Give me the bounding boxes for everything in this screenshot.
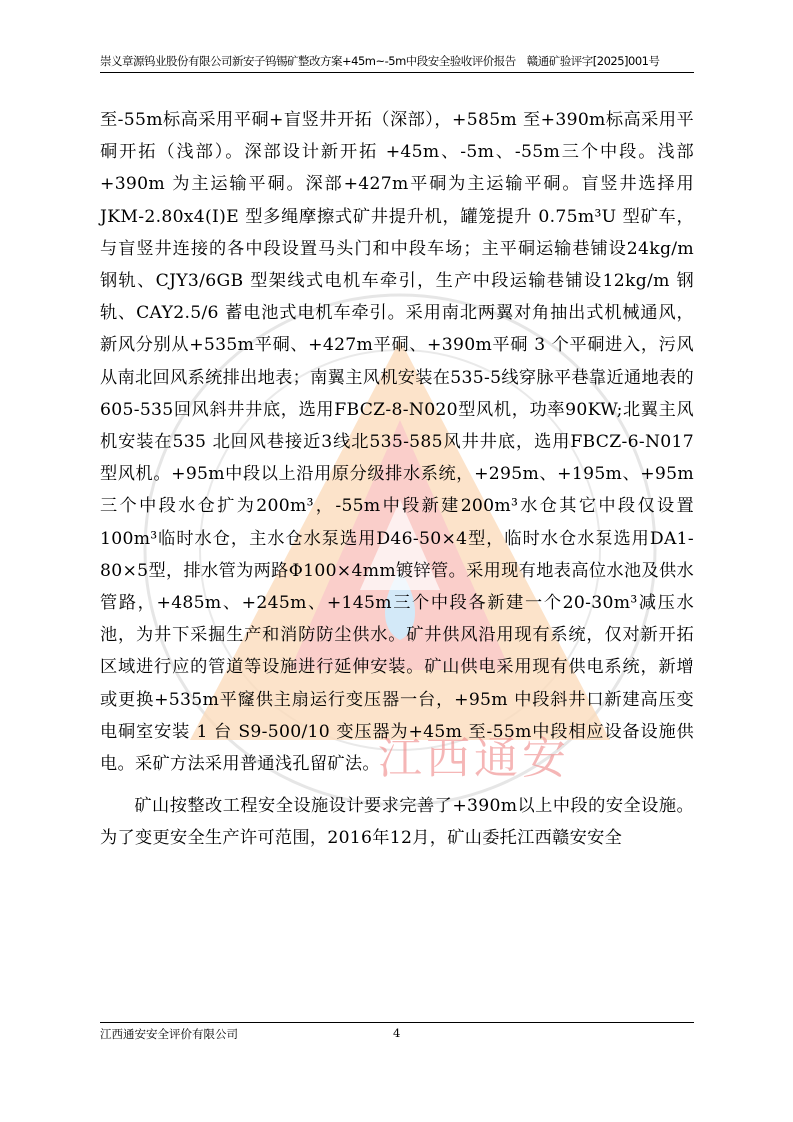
watermark-text: 江西通安 [378, 733, 570, 784]
footer-company: 江西通安安全评价有限公司 [100, 1027, 238, 1041]
paragraph-2: 矿山按整改工程安全设施设计要求完善了+390m以上中段的安全设施。为了变更安全生产许可范围，2016年12月，矿山委托江西赣安安全 [100, 796, 694, 849]
header-divider [100, 72, 694, 73]
page-number: 4 [393, 1026, 401, 1040]
running-header: 崇义章源钨业股份有限公司新安子钨锡矿整改方案+45m~-5m中段安全验收评价报告 赣通矿验评字[2025]001号 [100, 54, 660, 68]
body-content [100, 104, 694, 855]
paragraph-1: 至-55m标高采用平硐+盲竖井开拓（深部），+585m 至+390m标高采用平硐开拓（浅部）。深部设计新开拓 +45m、-5m、-55m三个中段。浅部+390m 为主运输平硐。深部+427m平硐为主运输平硐。盲竖井选择用JKM-2.80x4(I)E 型多绳摩擦式矿井提升机，罐笼提升 0.75m³U 型矿车，与盲竖井连接的各中段设置马头门和中段车场；主平硐运输巷铺设24kg/m 钢轨、CJY3/6GB 型架线式电机车牵引，生产中段运输巷铺设12kg/m 钢轨、CAY2.5/6 蓄电池式电机车牵引。采用南北两翼对角抽出式机械通风，新风分别从+535m平硐、+427m平硐、+390m平硐 3 个平硐进入，污风从南北回风系统排出地表；南翼主风机安装在535-5线穿脉平巷靠近通地表的605-535回风斜井井底，选用FBCZ-8-N020型风机，功率90KW;北翼主风机安装在535 北回风巷接近3线北535-585风井井底，选用FBCZ-6-N017型风机。+95m中段以上沿用原分级排水系统，+295m、+195m、+95m 三个中段水仓扩为200m³，-55m中段新建200m³水仓其它中段仅设置100m³临时水仓，主水仓水泵选用D46-50×4型，临时水仓水泵选用DA1-80×5型，排水管为两路Φ100×4mm镀锌管。采用现有地表高位水池及供水管路，+485m、+245m、+145m三个中段各新建一个20-30m³减压水池，为井下采掘生产和消防防尘供水。矿井供风沿用现有系统，仅对新开拓区域进行应的管道等设施进行延伸安装。矿山供电采用现有供电系统，新增或更换+535m平窿供主扇运行变压器一台，+95m 中段斜井口新建高压变电硐室安装 1 台 S9-500/10 变压器为+45m 至-55m中段相应设备设施供电。采矿方法采用普通浅孔留矿法。 [100, 110, 694, 775]
footer-divider [100, 1022, 694, 1023]
